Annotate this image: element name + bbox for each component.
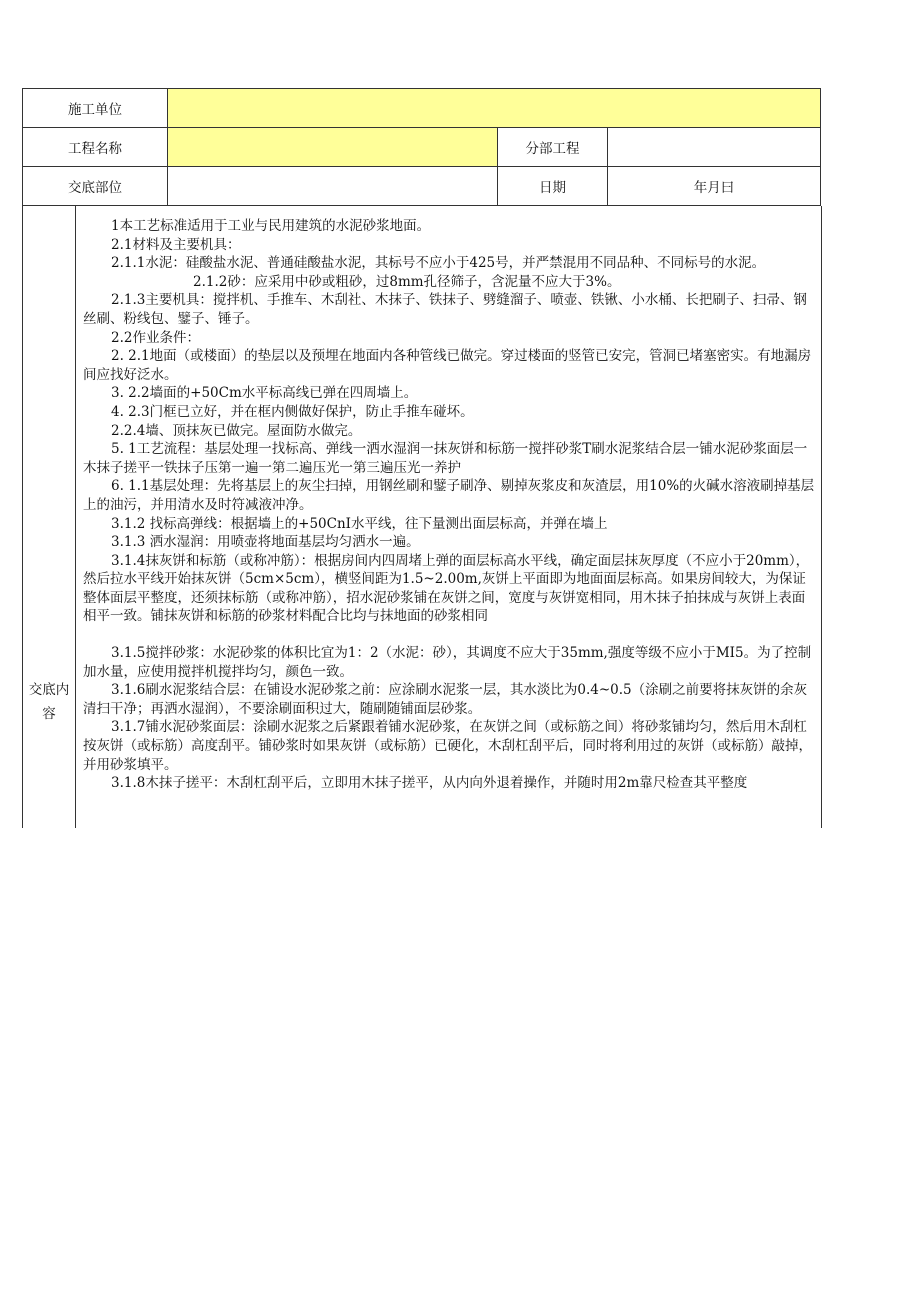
paragraph: 3. 2.2墙面的+50Cm水平标高线已弹在四周墙上。 <box>111 385 418 402</box>
part-label: 交底部位 <box>23 167 168 206</box>
project-value-cell[interactable] <box>168 128 498 167</box>
paragraph: 3.1.6刷水泥浆结合层：在铺设水泥砂浆之前：应涂刷水泥浆一层，其水淡比为0.4~0.5（涂刷之前要将抹灰饼的余灰清扫干净；再洒水湿润），不要涂刷面积过大，随刷随铺面层砂浆。 <box>83 682 808 717</box>
paragraph: 3.1.2 找标高弹线：根据墙上的+50CnI水平线，往下量测出面层标高，并弹在墙上 <box>111 515 608 532</box>
unit-row <box>23 89 821 128</box>
paragraph: 1本工艺标准适用于工业与民用建筑的水泥砂浆地面。 <box>111 218 431 234</box>
unit-label: 施工单位 <box>23 89 168 128</box>
paragraph: 5. 1工艺流程：基层处理一找标高、弹线一洒水湿润一抹灰饼和标筋一搅拌砂浆T刷水泥浆结合层一铺水泥砂浆面层一木抹子搓平一铁抹子压第一遍一第二遍压光一第三遍压光一养护 <box>83 441 808 476</box>
subproject-label: 分部工程 <box>498 128 608 167</box>
date-label: 日期 <box>498 167 608 206</box>
paragraph: 2. 2.1地面（或楼面）的垫层以及预埋在地面内各种管线已做完。穿过楼面的竖管已安完，管洞已堵塞密实。有地漏房间应找好泛水。 <box>83 348 812 383</box>
paragraph: 4. 2.3门框已立好，并在框内侧做好保护，防止手推车碰坏。 <box>111 403 474 420</box>
date-value-cell[interactable]: 年月曰 <box>608 167 821 206</box>
part-row <box>23 167 821 206</box>
spacer <box>83 626 817 644</box>
paragraph: 2.1.2砂：应采用中砂或粗砂，过8mm孔径筛子，含泥量不应大于3%。 <box>193 273 621 290</box>
content-side-label <box>23 206 76 828</box>
paragraph: 2.1材料及主要机具： <box>111 236 241 253</box>
content-row <box>22 206 822 828</box>
paragraph: 3.1.7铺水泥砂浆面层：涂刷水泥浆之后紧跟着铺水泥砂浆，在灰饼之间（或标筋之间）将砂浆铺均匀，然后用木刮杠按灰饼（或标筋）高度刮平。铺砂浆时如果灰饼（或标筋）已硬化，木刮杠刮平后，同时将利用过的灰饼（或标筋）敲掉，并用砂浆填平。 <box>83 719 812 773</box>
paragraph: 2.2.4墙、顶抹灰已做完。屋面防水做完。 <box>111 422 362 439</box>
side-label-line-2: 容 <box>42 706 56 722</box>
paragraph: 2.1.3主要机具：搅拌机、手推车、木刮社、木抹子、铁抹子、劈缝溜子、喷壶、铁锹、小水桶、长把刷子、扫帚、钢丝刷、粉线包、鐾子、锤子。 <box>83 292 807 327</box>
paragraph: 3.1.3 洒水湿润：用喷壶将地面基层均匀洒水一遍。 <box>111 534 420 551</box>
project-label: 工程名称 <box>23 128 168 167</box>
paragraph: 3.1.8木抹子搓平：木刮杠刮平后，立即用木抹子搓平，从内向外退着操作，并随时用2m靠尺检查其平整度 <box>111 775 748 792</box>
paragraph: 2.1.1水泥：硅酸盐水泥、普通硅酸盐水泥，其标号不应小于425号，并严禁混用不同品种、不同标号的水泥。 <box>111 255 766 272</box>
disclosure-content <box>83 217 817 793</box>
paragraph: 3.1.4抹灰饼和标筋（或称冲筋）：根据房间内四周堵上弹的面层标高水平线，确定面层抹灰厚度（不应小于20mm），然后拉水平线开始抹灰饼（5cm×5cm），横竖间距为1.5~2.00m,灰饼上平面即为地面面层标高。如果房间较大，为保证整体面层平整度，还须抹标筋（或称冲筋），招水泥砂浆铺在灰饼之间，宽度与灰饼宽相同，用木抹子拍抹成与灰饼上表面相平一致。铺抹灰饼和标筋的砂浆材料配合比均与抹地面的砂浆相同 <box>83 552 810 625</box>
paragraph: 6. 1.1基层处理：先将基层上的灰尘扫掉，用钢丝刷和鐾子刷净、剔掉灰浆皮和灰渣层，用10%的火碱水溶液刷掉基层上的油污，并用清水及时符减液冲净。 <box>83 478 815 513</box>
side-label-line-1: 交底内 <box>28 682 70 698</box>
header-table <box>22 88 821 206</box>
technical-disclosure-sheet <box>22 88 820 828</box>
project-row <box>23 128 821 167</box>
paragraph: 3.1.5搅拌砂浆：水泥砂浆的体积比宜为1：2（水泥：砂），其调度不应大于35mm,强度等级不应小于MI5。为了控制加水量，应使用搅拌机搅拌均匀，颜色一致。 <box>83 645 812 680</box>
subproject-value-cell[interactable] <box>608 128 821 167</box>
unit-value-cell[interactable] <box>168 89 821 128</box>
paragraph: 2.2作业条件： <box>111 329 200 346</box>
part-value-cell[interactable] <box>168 167 498 206</box>
